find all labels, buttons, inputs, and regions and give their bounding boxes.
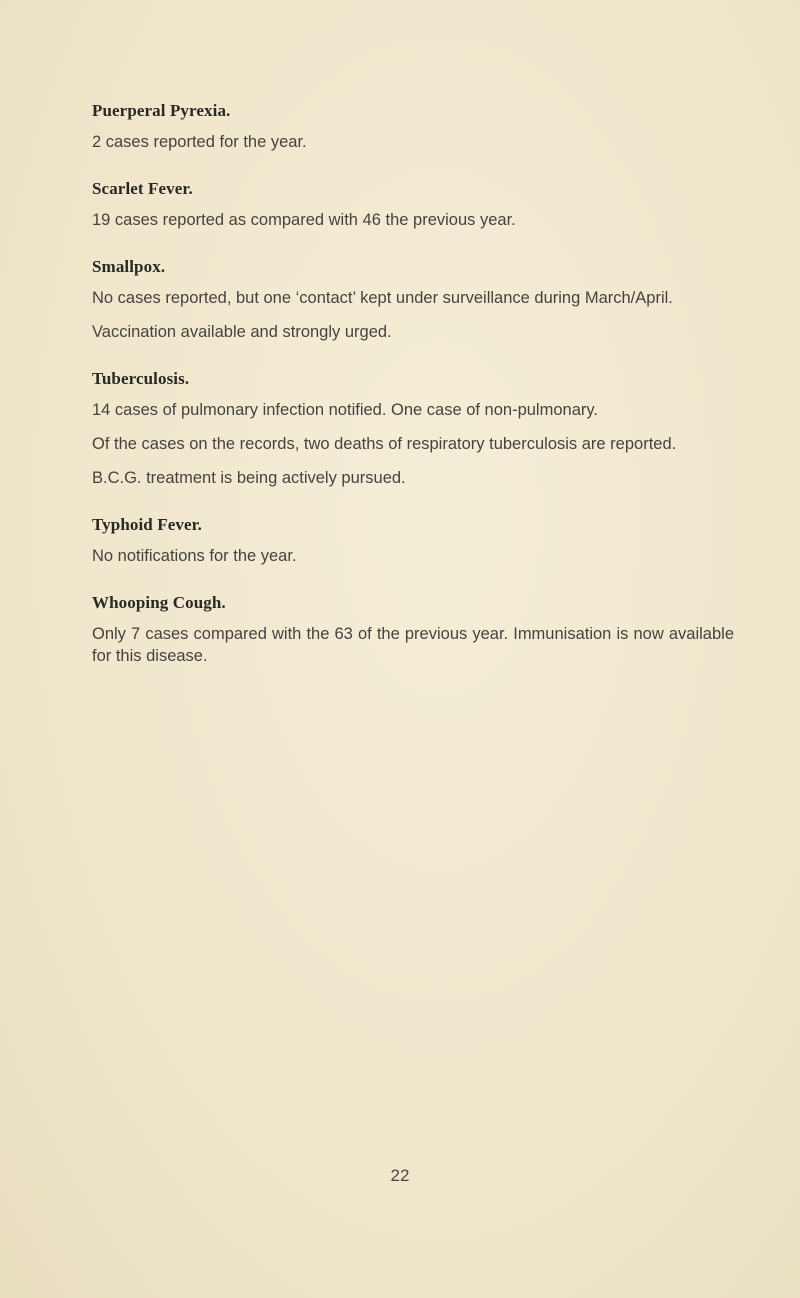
section-paragraph: 2 cases reported for the year. (92, 133, 307, 151)
section-paragraph: 19 cases reported as compared with 46 the previous year. (92, 211, 516, 229)
section-puerperal-pyrexia (92, 100, 734, 153)
section-heading: Typhoid Fever. (92, 515, 203, 534)
section-scarlet-fever (92, 178, 734, 231)
section-paragraph: 14 cases of pulmonary infection notified. One case of non-pulmonary. (92, 401, 598, 419)
section-typhoid-fever (92, 514, 734, 567)
section-paragraph: Vaccination available and strongly urged. (92, 323, 392, 341)
section-paragraph: No cases reported, but one ‘contact’ kept under surveillance during March/April. (92, 289, 673, 307)
section-whooping-cough (92, 592, 734, 667)
section-paragraph: B.C.G. treatment is being actively pursued. (92, 469, 406, 487)
section-heading: Smallpox. (92, 257, 166, 276)
page-content (92, 100, 734, 692)
section-heading: Tuberculosis. (92, 369, 190, 388)
section-heading: Whooping Cough. (92, 593, 226, 612)
page-number: 22 (390, 1166, 410, 1185)
section-heading: Scarlet Fever. (92, 179, 193, 198)
section-paragraph: No notifications for the year. (92, 547, 297, 565)
section-smallpox (92, 256, 734, 343)
section-paragraph: Only 7 cases compared with the 63 of the previous year. Immunisation is now available for this disease. (92, 625, 734, 665)
section-paragraph: Of the cases on the records, two deaths of respiratory tuberculosis are reported. (92, 435, 677, 453)
section-tuberculosis (92, 368, 734, 489)
section-heading: Puerperal Pyrexia. (92, 101, 231, 120)
